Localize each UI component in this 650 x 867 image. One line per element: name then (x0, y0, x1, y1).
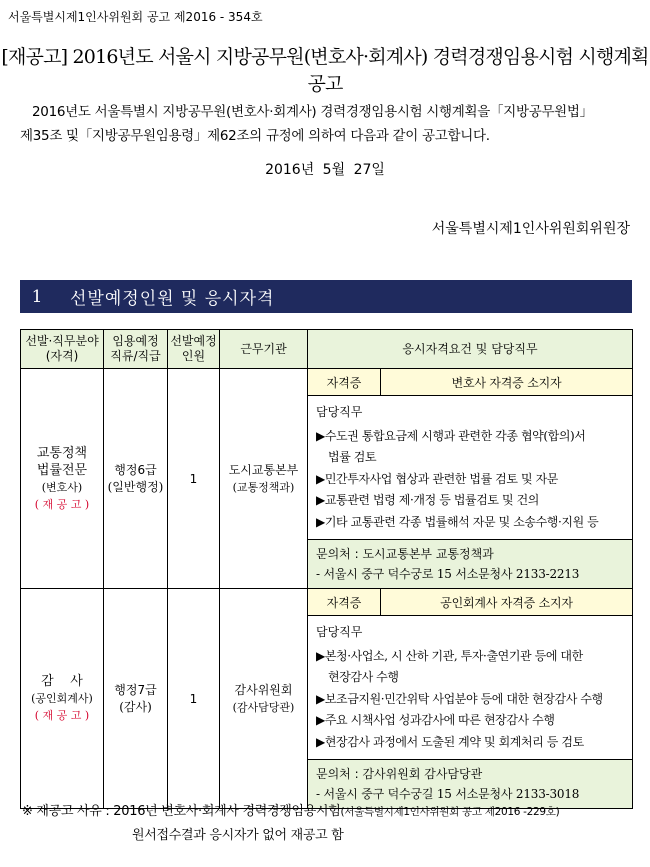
table-row (21, 369, 633, 589)
duty-list (308, 396, 632, 539)
field-name: 감 사 (41, 674, 83, 689)
field-cell (21, 589, 104, 809)
note-reference: (서울특별시제1인사위원회 공고 제2016 -229호) (340, 806, 560, 818)
header-requirements: 응시자격요건 및 담당직무 (308, 330, 633, 369)
header-field-line1: 선발·직무분야 (25, 334, 99, 348)
org-cell (220, 589, 308, 809)
grade-name: 행정6급 (114, 462, 157, 477)
duty-list (308, 616, 632, 759)
header-org: 근무기관 (220, 330, 308, 369)
table-header-row (21, 330, 633, 369)
duty-item: 현장감사 수행 (328, 670, 399, 684)
org-name: 감사위원회 (234, 682, 293, 697)
grade-cell (104, 369, 168, 589)
org-name: 도시교통본부 (228, 462, 299, 477)
duty-item: ▶현장감사 과정에서 도출된 계약 및 회계처리 등 검토 (316, 734, 584, 749)
reannounce-badge: ( 재 공 고 ) (34, 497, 90, 511)
note-reason-line2: 원서접수결과 응시자가 없어 재공고 함 (132, 828, 344, 843)
requirement-row (308, 369, 632, 396)
duty-item: ▶수도권 통합요금제 시행과 관련한 각종 협약(합의)서 (316, 428, 586, 443)
grade-sub: (일반행정) (107, 479, 164, 494)
requirement-value: 공인회계사 자격증 소지자 (440, 595, 573, 610)
duty-item: ▶주요 시책사업 성과감사에 따른 현장감사 수행 (316, 713, 555, 727)
note-reason: ※ 재공고 사유 : 2016년 변호사·회계사 경력경쟁임용시험 (22, 804, 341, 819)
grade-name: 행정7급 (114, 682, 157, 697)
field-qualification: (공인회계사) (31, 692, 93, 705)
grade-cell (104, 589, 168, 809)
reannounce-badge: ( 재 공 고 ) (34, 709, 90, 722)
header-count (168, 330, 220, 369)
duty-item: 법률 검토 (328, 450, 377, 464)
intro-text (20, 100, 632, 148)
duty-item: ▶기타 교통관련 각종 법률해석 자문 및 소송수행·지원 등 (316, 514, 599, 529)
contact-main: 문의처 : 감사위원회 감사담당관 (316, 767, 483, 781)
duty-title: 담당직무 (316, 405, 363, 419)
requirement-label: 자격증 (308, 369, 381, 395)
requirements-cell (308, 369, 633, 589)
contact-main: 문의처 : 도시교통본부 교통정책과 (316, 547, 494, 561)
page-title: [재공고] 2016년도 서울시 지방공무원(변호사·회계사) 경력경쟁임용시험 시행계획 공고 (1, 46, 649, 95)
field-cell (21, 369, 104, 589)
intro-line-1: 2016년도 서울특별시 지방공무원(변호사·회계사) 경력경쟁임용시험 시행계획을「지방공무원법」 (32, 104, 593, 120)
contact-address: - 서울시 중구 덕수궁길 15 서소문청사 2133-3018 (316, 787, 580, 801)
duty-title: 담당직무 (316, 625, 363, 639)
field-sub: 법률전문 (36, 462, 88, 478)
org-cell (220, 369, 308, 589)
header-field-line2: (자격) (45, 349, 79, 363)
grade-sub: (감사) (119, 699, 152, 714)
requirements-cell (308, 589, 633, 809)
intro-line-2: 제35조 및「지방공무원임용령」제62조의 규정에 의하여 다음과 같이 공고합니다. (20, 128, 490, 144)
reannounce-note (22, 800, 559, 848)
count-cell: 1 (168, 589, 220, 809)
org-sub: (교통정책과) (232, 480, 295, 494)
section-number: 1 (31, 286, 43, 307)
count-cell: 1 (168, 369, 220, 589)
header-count-line2: 인원 (181, 349, 206, 363)
requirement-label: 자격증 (308, 589, 381, 615)
field-qualification: (변호사) (41, 480, 83, 494)
header-count-line1: 선발예정 (170, 334, 217, 348)
contact-box (308, 539, 632, 588)
table-row (21, 589, 633, 809)
org-sub: (감사담당관) (232, 700, 295, 714)
contact-address: - 서울시 중구 덕수궁로 15 서소문청사 2133-2213 (316, 567, 580, 581)
duty-item: ▶교통관련 법령 제·개정 등 법률검토 및 건의 (316, 493, 539, 507)
notice-number: 서울특별시제1인사위원회 공고 제2016 - 354호 (8, 10, 263, 24)
signer: 서울특별시제1인사위원회위원장 (431, 221, 630, 237)
section-title: 선발예정인원 및 응시자격 (70, 289, 275, 309)
recruitment-table (20, 329, 633, 809)
requirement-row (308, 589, 632, 616)
duty-item: ▶민간투자사업 협상과 관련한 법률 검토 및 자문 (316, 471, 558, 486)
header-grade-line1: 임용예정 (112, 334, 159, 348)
duty-item: ▶본청·사업소, 시 산하 기관, 투자·출연기관 등에 대한 (316, 648, 583, 663)
field-name: 교통정책 (36, 445, 88, 461)
section-header (20, 280, 632, 313)
header-grade (104, 330, 168, 369)
header-grade-line2: 직류/직급 (110, 349, 161, 363)
header-field (21, 330, 104, 369)
notice-date: 2016년 5월 27일 (265, 162, 385, 178)
requirement-value: 변호사 자격증 소지자 (451, 375, 562, 390)
duty-item: ▶보조금지원·민간위탁 사업분야 등에 대한 현장감사 수행 (316, 691, 603, 706)
